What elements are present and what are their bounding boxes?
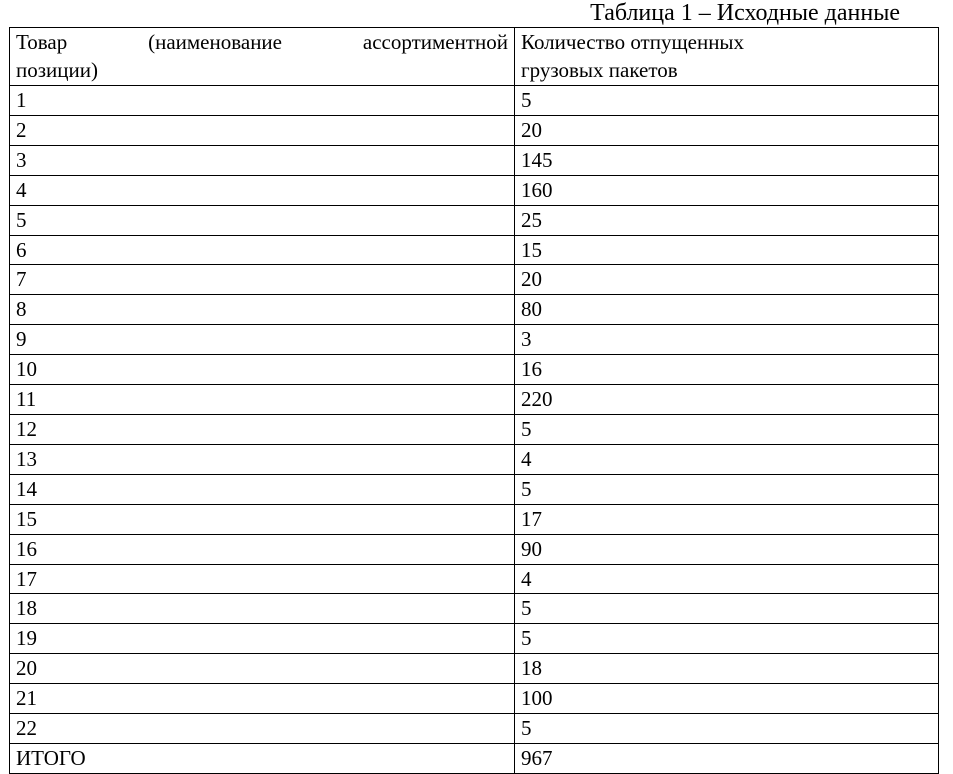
quantity-cell: 145 bbox=[515, 145, 939, 175]
table-row bbox=[10, 385, 939, 415]
quantity-cell: 5 bbox=[515, 594, 939, 624]
quantity-cell: 5 bbox=[515, 624, 939, 654]
item-cell: 15 bbox=[10, 504, 515, 534]
item-cell: 6 bbox=[10, 235, 515, 265]
quantity-cell: 160 bbox=[515, 175, 939, 205]
table-header-row bbox=[10, 28, 939, 86]
quantity-cell: 5 bbox=[515, 474, 939, 504]
header-item-line1: Товар (наименование ассортиментной bbox=[16, 30, 508, 54]
header-item-line2: позиции) bbox=[16, 58, 98, 82]
quantity-cell: 4 bbox=[515, 564, 939, 594]
quantity-cell: 3 bbox=[515, 325, 939, 355]
source-data-table bbox=[9, 27, 939, 774]
table-row bbox=[10, 355, 939, 385]
table-caption: Таблица 1 – Исходные данные bbox=[590, 0, 900, 26]
item-cell: 1 bbox=[10, 86, 515, 116]
table-row bbox=[10, 145, 939, 175]
header-quantity-line1: Количество отпущенных bbox=[521, 30, 745, 54]
quantity-cell: 20 bbox=[515, 265, 939, 295]
item-cell: 5 bbox=[10, 205, 515, 235]
quantity-cell: 4 bbox=[515, 444, 939, 474]
header-cell-quantity bbox=[515, 28, 939, 86]
table-row bbox=[10, 504, 939, 534]
table-row bbox=[10, 115, 939, 145]
header-quantity-line2: грузовых пакетов bbox=[521, 58, 678, 82]
table-row bbox=[10, 235, 939, 265]
quantity-cell: 17 bbox=[515, 504, 939, 534]
table-row bbox=[10, 325, 939, 355]
item-cell: 8 bbox=[10, 295, 515, 325]
quantity-cell: 15 bbox=[515, 235, 939, 265]
item-cell: 17 bbox=[10, 564, 515, 594]
table-row bbox=[10, 175, 939, 205]
total-value-cell: 967 bbox=[515, 743, 939, 773]
table-row bbox=[10, 474, 939, 504]
item-cell: 19 bbox=[10, 624, 515, 654]
item-cell: 22 bbox=[10, 714, 515, 744]
header-cell-item bbox=[10, 28, 515, 86]
item-cell: 3 bbox=[10, 145, 515, 175]
quantity-cell: 220 bbox=[515, 385, 939, 415]
item-cell: 7 bbox=[10, 265, 515, 295]
item-cell: 14 bbox=[10, 474, 515, 504]
table-row bbox=[10, 265, 939, 295]
item-cell: 4 bbox=[10, 175, 515, 205]
quantity-cell: 25 bbox=[515, 205, 939, 235]
item-cell: 9 bbox=[10, 325, 515, 355]
quantity-cell: 5 bbox=[515, 414, 939, 444]
total-label-cell: ИТОГО bbox=[10, 743, 515, 773]
quantity-cell: 90 bbox=[515, 534, 939, 564]
item-cell: 2 bbox=[10, 115, 515, 145]
table-total-row bbox=[10, 743, 939, 773]
table-row bbox=[10, 86, 939, 116]
table-row bbox=[10, 714, 939, 744]
table-row bbox=[10, 564, 939, 594]
item-cell: 13 bbox=[10, 444, 515, 474]
table-row bbox=[10, 624, 939, 654]
quantity-cell: 16 bbox=[515, 355, 939, 385]
table-row bbox=[10, 205, 939, 235]
quantity-cell: 80 bbox=[515, 295, 939, 325]
quantity-cell: 18 bbox=[515, 654, 939, 684]
item-cell: 10 bbox=[10, 355, 515, 385]
table-row bbox=[10, 414, 939, 444]
table-row bbox=[10, 444, 939, 474]
quantity-cell: 5 bbox=[515, 86, 939, 116]
item-cell: 12 bbox=[10, 414, 515, 444]
item-cell: 18 bbox=[10, 594, 515, 624]
table-row bbox=[10, 654, 939, 684]
table-row bbox=[10, 534, 939, 564]
item-cell: 16 bbox=[10, 534, 515, 564]
quantity-cell: 20 bbox=[515, 115, 939, 145]
table-row bbox=[10, 594, 939, 624]
quantity-cell: 5 bbox=[515, 714, 939, 744]
table-row bbox=[10, 684, 939, 714]
item-cell: 20 bbox=[10, 654, 515, 684]
item-cell: 21 bbox=[10, 684, 515, 714]
quantity-cell: 100 bbox=[515, 684, 939, 714]
table-row bbox=[10, 295, 939, 325]
item-cell: 11 bbox=[10, 385, 515, 415]
